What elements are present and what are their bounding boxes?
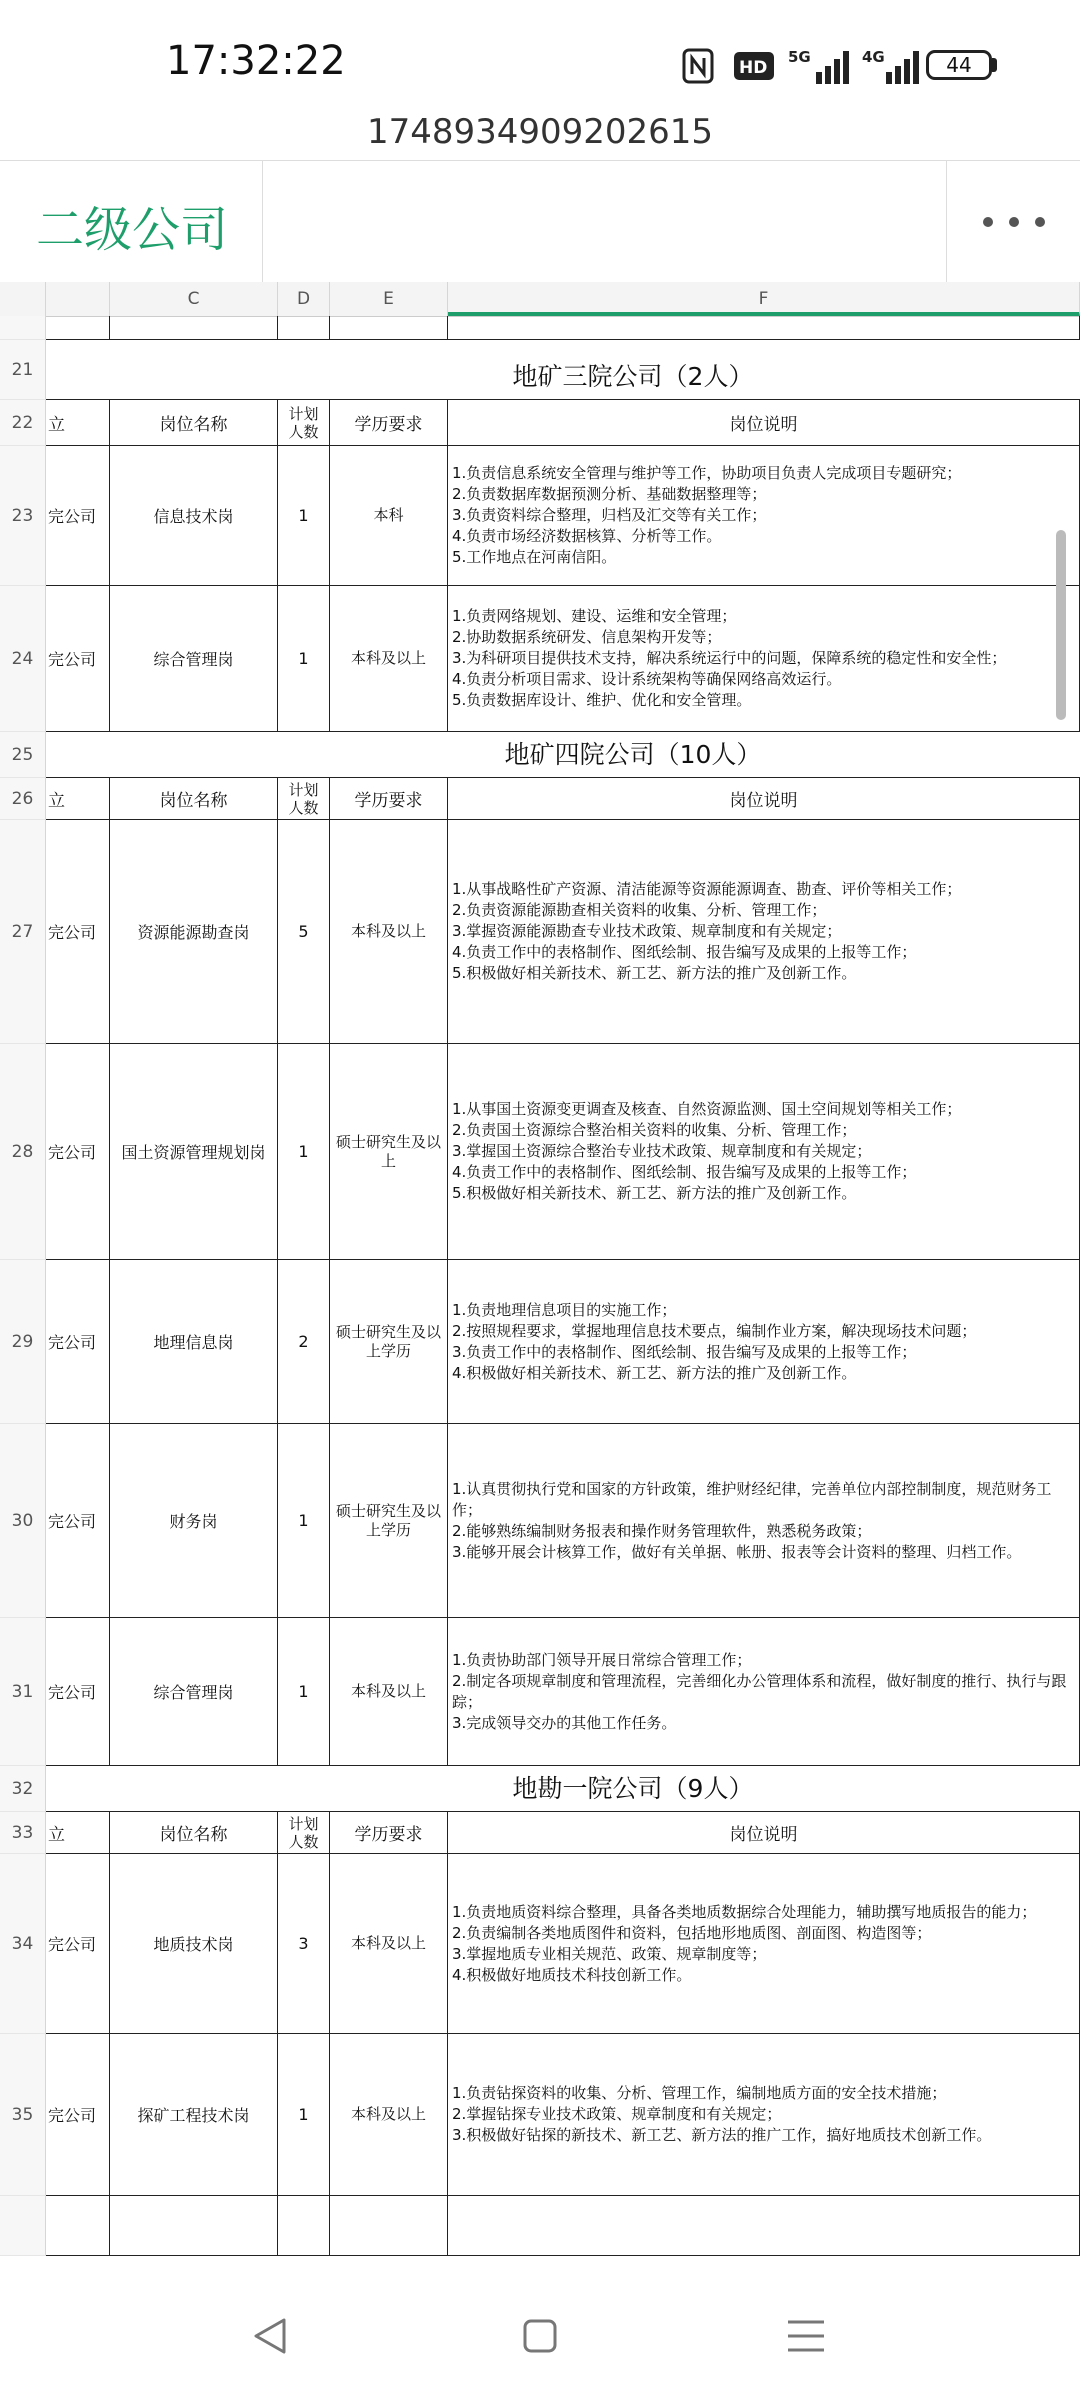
row-number[interactable]: 35	[0, 2034, 46, 2196]
header-cell-edu[interactable]: 学历要求	[330, 778, 448, 820]
header-divider	[946, 161, 947, 283]
cell-desc[interactable]	[448, 2196, 1080, 2256]
battery-level: 44	[946, 53, 972, 77]
cell-name[interactable]: 综合管理岗	[110, 586, 278, 732]
cell-name[interactable]: 地理信息岗	[110, 1260, 278, 1424]
cell-edu[interactable]: 本科	[330, 446, 448, 586]
cell-unit[interactable]: 完公司	[46, 446, 110, 586]
section-title[interactable]: 地矿三院公司（2人）	[46, 340, 1080, 400]
row-number[interactable]: 34	[0, 1854, 46, 2034]
cell-edu[interactable]: 本科及以上	[330, 2034, 448, 2196]
status-time: 17:32:22	[166, 38, 346, 84]
header-cell-desc[interactable]: 岗位说明	[448, 400, 1080, 446]
cell-count[interactable]	[278, 316, 330, 340]
signal-5g-icon	[788, 46, 852, 86]
row-number[interactable]: 22	[0, 400, 46, 446]
more-horizontal-icon	[983, 217, 993, 227]
cell-unit[interactable]	[46, 2196, 110, 2256]
row-number[interactable]: 21	[0, 340, 46, 400]
column-header-bar	[0, 282, 1080, 317]
header-cell-name[interactable]: 岗位名称	[110, 778, 278, 820]
cell-edu[interactable]: 硕士研究生及以上	[330, 1044, 448, 1260]
cell-count[interactable]: 1	[278, 1044, 330, 1260]
cell-name[interactable]: 国土资源管理规划岗	[110, 1044, 278, 1260]
row-number[interactable]: 29	[0, 1260, 46, 1424]
document-id: 1748934909202615	[366, 112, 714, 152]
cell-desc[interactable]: 1.负责钻探资料的收集、分析、管理工作，编制地质方面的安全技术措施； 2.掌握钻探专业技术政策、规章制度和有关规定； 3.积极做好钻探的新技术、新工艺、新方法的推广工作，搞好地质技术创新工作。	[448, 2034, 1080, 2196]
cell-count[interactable]: 1	[278, 446, 330, 586]
cell-desc[interactable]: 1.负责网络规划、建设、运维和安全管理； 2.协助数据系统研发、信息架构开发等； 3.为科研项目提供技术支持，解决系统运行中的问题，保障系统的稳定性和安全性； 4.负责分析项目需求、设计系统架构等确保网络高效运行。 5.负责数据库设计、维护、优化和安全管理。	[448, 586, 1080, 732]
cell-edu[interactable]	[330, 316, 448, 340]
cell-name[interactable]: 信息技术岗	[110, 446, 278, 586]
cell-edu[interactable]: 本科及以上	[330, 1854, 448, 2034]
cell-name[interactable]	[110, 316, 278, 340]
navigation-bar	[0, 2266, 1080, 2400]
back-button[interactable]	[230, 2296, 310, 2376]
cell-name[interactable]	[110, 2196, 278, 2256]
cell-count[interactable]: 1	[278, 2034, 330, 2196]
cell-unit[interactable]: 完公司	[46, 2034, 110, 2196]
header-cell-count[interactable]: 计划人数	[278, 400, 330, 446]
header-cell-desc[interactable]: 岗位说明	[448, 1812, 1080, 1854]
cell-name[interactable]: 财务岗	[110, 1424, 278, 1618]
row-number[interactable]: 32	[0, 1766, 46, 1812]
cell-unit[interactable]	[46, 316, 110, 340]
header-divider	[262, 161, 263, 283]
cell-unit[interactable]: 完公司	[46, 1044, 110, 1260]
row-number[interactable]: 27	[0, 820, 46, 1044]
cell-edu[interactable]: 硕士研究生及以上学历	[330, 1424, 448, 1618]
cell-name[interactable]: 地质技术岗	[110, 1854, 278, 2034]
cell-unit[interactable]: 完公司	[46, 586, 110, 732]
row-number[interactable]: 23	[0, 446, 46, 586]
cell-name[interactable]: 综合管理岗	[110, 1618, 278, 1766]
cell-desc[interactable]: 1.从事国土资源变更调查及核查、自然资源监测、国土空间规划等相关工作； 2.负责国土资源综合整治相关资料的收集、分析、管理工作； 3.掌握国土资源综合整治专业技术政策、规章制度和有关规定； 4.负责工作中的表格制作、图纸绘制、报告编写及成果的上报等工作； 5.积极做好相关新技术、新工艺、新方法的推广及创新工作。	[448, 1044, 1080, 1260]
cell-edu[interactable]	[330, 2196, 448, 2256]
header-cell-count[interactable]: 计划人数	[278, 778, 330, 820]
cell-desc[interactable]: 1.负责地理信息项目的实施工作； 2.按照规程要求，掌握地理信息技术要点，编制作业方案，解决现场技术问题； 3.负责工作中的表格制作、图纸绘制、报告编写及成果的上报等工作； 4.积极做好相关新技术、新工艺、新方法的推广及创新工作。	[448, 1260, 1080, 1424]
column-header-c[interactable]: C	[110, 282, 278, 316]
row-number[interactable]: 26	[0, 778, 46, 820]
header-cell-edu[interactable]: 学历要求	[330, 1812, 448, 1854]
more-horizontal-icon	[1035, 217, 1045, 227]
battery-icon	[926, 50, 992, 80]
section-title[interactable]: 地勘一院公司（9人）	[46, 1766, 1080, 1812]
more-options-button[interactable]	[948, 161, 1080, 283]
cell-unit[interactable]: 完公司	[46, 1424, 110, 1618]
status-bar	[0, 0, 1080, 152]
cell-edu[interactable]: 硕士研究生及以上学历	[330, 1260, 448, 1424]
home-icon	[520, 2316, 560, 2356]
cell-name[interactable]: 资源能源勘查岗	[110, 820, 278, 1044]
row-number[interactable]	[0, 2196, 46, 2256]
hd-icon	[732, 46, 776, 86]
column-header-f[interactable]: F	[448, 282, 1080, 316]
cell-unit[interactable]: 完公司	[46, 1260, 110, 1424]
cell-edu[interactable]: 本科及以上	[330, 1618, 448, 1766]
cell-desc[interactable]	[448, 316, 1080, 340]
cell-count[interactable]	[278, 2196, 330, 2256]
corner-cell[interactable]	[0, 282, 46, 316]
sheet-title[interactable]: 二级公司	[36, 202, 229, 258]
column-header-b[interactable]	[46, 282, 110, 316]
cell-unit[interactable]: 完公司	[46, 1618, 110, 1766]
cell-count[interactable]: 2	[278, 1260, 330, 1424]
recent-apps-button[interactable]	[766, 2296, 846, 2376]
header-cell-edu[interactable]: 学历要求	[330, 400, 448, 446]
row-number[interactable]: 30	[0, 1424, 46, 1618]
section-title[interactable]: 地矿四院公司（10人）	[46, 732, 1080, 778]
header-cell-name[interactable]: 岗位名称	[110, 1812, 278, 1854]
column-header-e[interactable]: E	[330, 282, 448, 316]
header-cell-unit[interactable]: 立	[46, 1812, 110, 1854]
cell-count[interactable]: 1	[278, 1618, 330, 1766]
header-cell-unit[interactable]: 立	[46, 778, 110, 820]
header-cell-count[interactable]: 计划人数	[278, 1812, 330, 1854]
cell-count[interactable]: 1	[278, 586, 330, 732]
menu-icon	[786, 2316, 826, 2356]
cell-desc[interactable]: 1.负责协助部门领导开展日常综合管理工作； 2.制定各项规章制度和管理流程，完善细化办公管理体系和流程，做好制度的推行、执行与跟踪； 3.完成领导交办的其他工作任务。	[448, 1618, 1080, 1766]
cell-count[interactable]: 3	[278, 1854, 330, 2034]
cell-edu[interactable]: 本科及以上	[330, 586, 448, 732]
spreadsheet-grid[interactable]	[0, 316, 1080, 2266]
cell-desc[interactable]: 1.负责信息系统安全管理与维护等工作，协助项目负责人完成项目专题研究； 2.负责数据库数据预测分析、基础数据整理等； 3.负责资料综合整理，归档及汇交等有关工作； 4.负责市场经济数据核算、分析等工作。 5.工作地点在河南信阳。	[448, 446, 1080, 586]
header-cell-desc[interactable]: 岗位说明	[448, 778, 1080, 820]
svg-text:4G: 4G	[862, 48, 885, 66]
row-number[interactable]: 25	[0, 732, 46, 778]
back-icon	[248, 2314, 292, 2358]
row-number[interactable]: 28	[0, 1044, 46, 1260]
cell-desc[interactable]: 1.负责地质资料综合整理，具备各类地质数据综合处理能力，辅助撰写地质报告的能力； 2.负责编制各类地质图件和资料，包括地形地质图、剖面图、构造图等； 3.掌握地质专业相关规范、政策、规章制度等； 4.积极做好地质技术科技创新工作。	[448, 1854, 1080, 2034]
app-header	[0, 160, 1080, 284]
header-cell-name[interactable]: 岗位名称	[110, 400, 278, 446]
cell-count[interactable]: 1	[278, 1424, 330, 1618]
cell-unit[interactable]: 完公司	[46, 820, 110, 1044]
row-number[interactable]: 31	[0, 1618, 46, 1766]
row-number[interactable]: 24	[0, 586, 46, 732]
row-number[interactable]: 33	[0, 1812, 46, 1854]
header-cell-unit[interactable]: 立	[46, 400, 110, 446]
home-button[interactable]	[500, 2296, 580, 2376]
row-number[interactable]	[0, 316, 46, 340]
cell-desc[interactable]: 1.从事战略性矿产资源、清洁能源等资源能源调查、勘查、评价等相关工作； 2.负责资源能源勘查相关资料的收集、分析、管理工作； 3.掌握资源能源勘查专业技术政策、规章制度和有关规定； 4.负责工作中的表格制作、图纸绘制、报告编写及成果的上报等工作； 5.积极做好相关新技术、新工艺、新方法的推广及创新工作。	[448, 820, 1080, 1044]
svg-text:5G: 5G	[788, 48, 811, 66]
cell-edu[interactable]: 本科及以上	[330, 820, 448, 1044]
cell-name[interactable]: 探矿工程技术岗	[110, 2034, 278, 2196]
cell-desc[interactable]: 1.认真贯彻执行党和国家的方针政策，维护财经纪律，完善单位内部控制制度，规范财务工作； 2.能够熟练编制财务报表和操作财务管理软件，熟悉税务政策； 3.能够开展会计核算工作，做好有关单据、帐册、报表等会计资料的整理、归档工作。	[448, 1424, 1080, 1618]
vertical-scrollbar[interactable]	[1056, 530, 1066, 720]
nfc-icon	[680, 46, 716, 86]
cell-unit[interactable]: 完公司	[46, 1854, 110, 2034]
svg-text:HD: HD	[739, 58, 768, 78]
signal-4g-icon	[862, 46, 920, 86]
column-header-d[interactable]: D	[278, 282, 330, 316]
more-horizontal-icon	[1009, 217, 1019, 227]
cell-count[interactable]: 5	[278, 820, 330, 1044]
battery-tip	[992, 58, 997, 72]
